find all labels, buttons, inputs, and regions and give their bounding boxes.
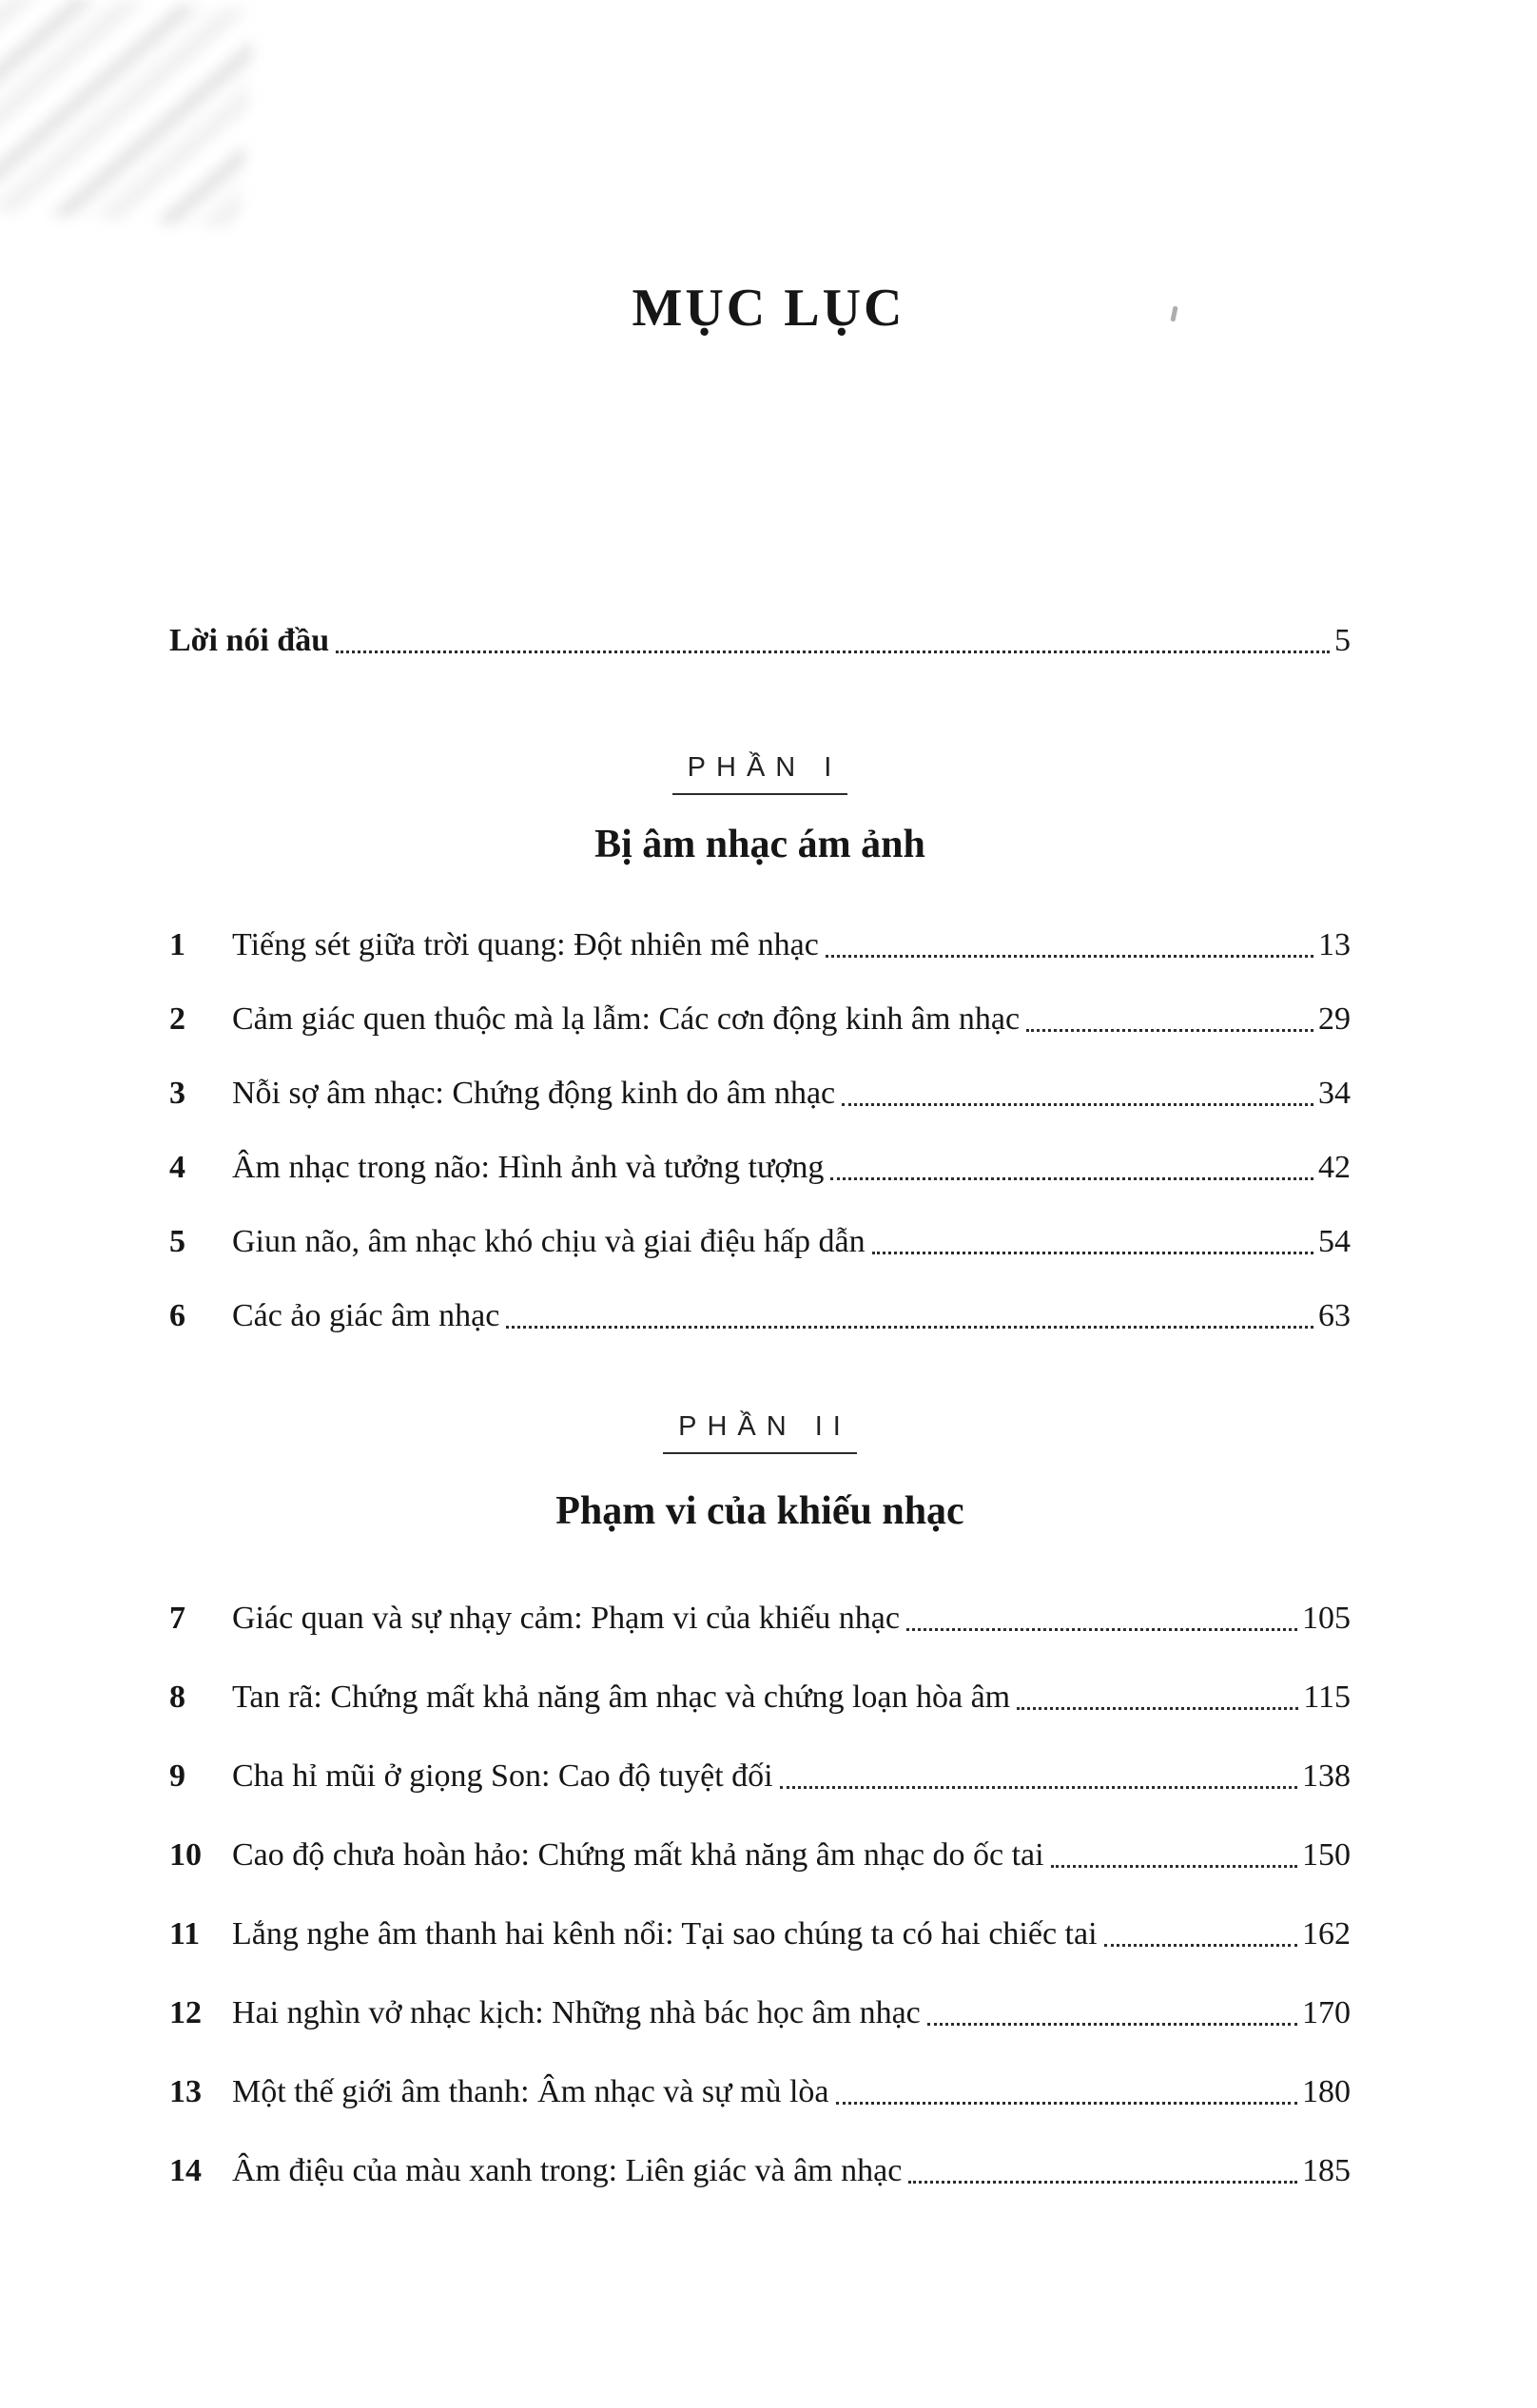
- toc-entry: [169, 2150, 1351, 2192]
- entry-title: Giun não, âm nhạc khó chịu và giai điệu hấp dẫn: [232, 1224, 866, 1259]
- dot-leader: [906, 1628, 1297, 1631]
- toc-entry: [169, 924, 1351, 966]
- dot-leader: [1051, 1865, 1297, 1868]
- entry-title: Nỗi sợ âm nhạc: Chứng động kinh do âm nhạc: [232, 1076, 836, 1111]
- entry-title: Một thế giới âm thanh: Âm nhạc và sự mù lòa: [232, 2074, 829, 2109]
- part-2-heading: [169, 1411, 1351, 1454]
- toc-entry: [169, 1147, 1351, 1189]
- entry-number: 3: [169, 1076, 185, 1111]
- entry-number: 6: [169, 1298, 185, 1333]
- dot-leader: [336, 651, 1330, 653]
- part-1-heading-text: PHẦN I: [672, 752, 848, 795]
- toc-entry: [169, 1992, 1351, 2034]
- entry-number: 11: [169, 1916, 201, 1952]
- entry-title: Giác quan và sự nhạy cảm: Phạm vi của khiếu nhạc: [232, 1601, 900, 1636]
- dot-leader: [1104, 1944, 1297, 1947]
- dot-leader: [780, 1786, 1297, 1789]
- entry-page-number: 105: [1302, 1601, 1351, 1636]
- entry-number: 1: [169, 927, 185, 962]
- part-2-heading-text: PHẦN II: [663, 1411, 857, 1454]
- entry-number: 9: [169, 1758, 185, 1794]
- entry-page-number: 138: [1302, 1758, 1351, 1794]
- entry-number: 14: [169, 2153, 202, 2188]
- preface-label: Lời nói đầu: [169, 623, 330, 658]
- preface-page-number: 5: [1334, 623, 1351, 658]
- toc-entry: [169, 1913, 1351, 1955]
- table-of-contents: [169, 620, 1351, 2192]
- page-title: MỤC LỤC: [632, 279, 905, 338]
- dot-leader: [927, 2023, 1297, 2026]
- entry-number: 10: [169, 1837, 202, 1873]
- dot-leader: [872, 1252, 1313, 1254]
- part-1-entries: [169, 924, 1351, 1337]
- preface-row: [169, 620, 1351, 662]
- entry-title: Các ảo giác âm nhạc: [232, 1298, 500, 1333]
- entry-title: Âm nhạc trong não: Hình ảnh và tưởng tượng: [232, 1150, 825, 1185]
- toc-entry: [169, 2071, 1351, 2113]
- entry-page-number: 170: [1302, 1995, 1351, 2030]
- entry-number: 5: [169, 1224, 185, 1259]
- entry-title: Cảm giác quen thuộc mà lạ lẫm: Các cơn động kinh âm nhạc: [232, 1001, 1021, 1037]
- dot-leader: [1026, 1029, 1313, 1032]
- dot-leader: [1017, 1707, 1298, 1710]
- entry-page-number: 34: [1318, 1076, 1351, 1111]
- part-2-entries: [169, 1598, 1351, 2192]
- entry-number: 2: [169, 1001, 185, 1037]
- entry-number: 13: [169, 2074, 202, 2109]
- entry-title: Âm điệu của màu xanh trong: Liên giác và âm nhạc: [232, 2153, 903, 2188]
- part-1-heading: [169, 752, 1351, 795]
- entry-title: Tiếng sét giữa trời quang: Đột nhiên mê nhạc: [232, 927, 819, 962]
- toc-entry: [169, 1073, 1351, 1115]
- dot-leader: [842, 1103, 1313, 1106]
- entry-title: Hai nghìn vở nhạc kịch: Những nhà bác học âm nhạc: [232, 1995, 921, 2030]
- entry-number: 7: [169, 1601, 185, 1636]
- entry-page-number: 180: [1302, 2074, 1351, 2109]
- toc-entry: [169, 1677, 1351, 1719]
- part-1-subtitle: Bị âm nhạc ám ảnh: [594, 823, 925, 866]
- entry-title: Cao độ chưa hoàn hảo: Chứng mất khả năng âm nhạc do ốc tai: [232, 1837, 1044, 1873]
- entry-page-number: 185: [1302, 2153, 1351, 2188]
- entry-number: 8: [169, 1680, 185, 1715]
- part-2-subtitle: Phạm vi của khiếu nhạc: [555, 1489, 964, 1533]
- entry-page-number: 54: [1318, 1224, 1351, 1259]
- entry-title: Cha hỉ mũi ở giọng Son: Cao độ tuyệt đối: [232, 1758, 773, 1794]
- entry-page-number: 42: [1318, 1150, 1351, 1185]
- dot-leader: [826, 955, 1313, 958]
- toc-entry: [169, 1756, 1351, 1797]
- entry-number: 12: [169, 1995, 202, 2030]
- toc-entry: [169, 1835, 1351, 1876]
- entry-page-number: 29: [1318, 1001, 1351, 1037]
- toc-entry: [169, 1221, 1351, 1263]
- entry-page-number: 150: [1302, 1837, 1351, 1873]
- toc-entry: [169, 1295, 1351, 1337]
- entry-page-number: 162: [1302, 1916, 1351, 1952]
- entry-title: Tan rã: Chứng mất khả năng âm nhạc và chứng loạn hòa âm: [232, 1680, 1011, 1715]
- toc-entry: [169, 1598, 1351, 1640]
- entry-number: 4: [169, 1150, 185, 1185]
- entry-title: Lắng nghe âm thanh hai kênh nổi: Tại sao chúng ta có hai chiếc tai: [232, 1916, 1098, 1952]
- entry-page-number: 115: [1303, 1680, 1351, 1715]
- dot-leader: [506, 1326, 1313, 1329]
- entry-page-number: 63: [1318, 1298, 1351, 1333]
- toc-entry: [169, 999, 1351, 1040]
- dot-leader: [908, 2181, 1297, 2184]
- dot-leader: [836, 2102, 1297, 2105]
- entry-page-number: 13: [1318, 927, 1351, 962]
- dot-leader: [830, 1177, 1313, 1180]
